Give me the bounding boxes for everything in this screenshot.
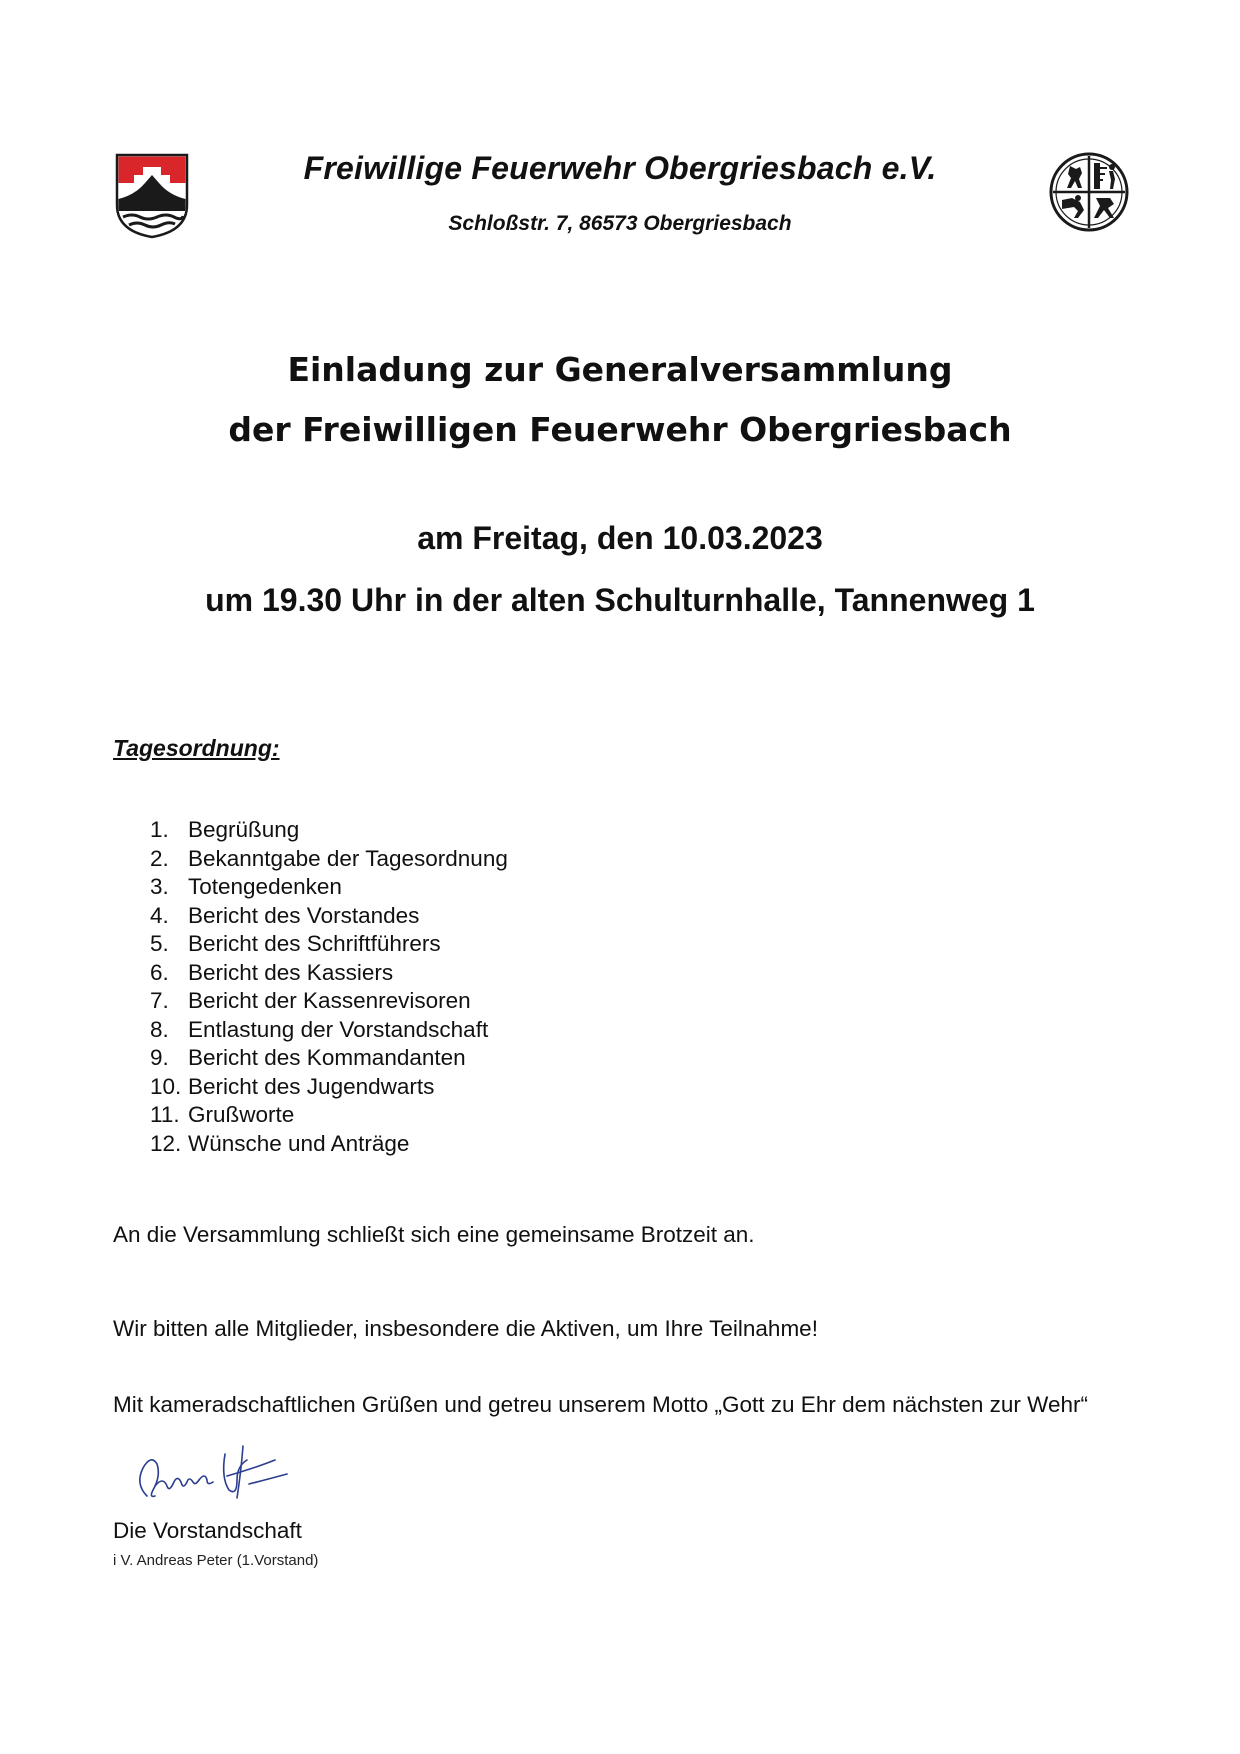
agenda-item-number: 7. <box>150 988 169 1013</box>
agenda-item-number: 1. <box>150 817 169 842</box>
agenda-item <box>150 1073 508 1102</box>
agenda-item <box>150 1016 508 1045</box>
agenda-item <box>150 845 508 874</box>
agenda-item-text: Entlastung der Vorstandschaft <box>188 1016 489 1042</box>
agenda-item-text: Totengedenken <box>188 874 342 899</box>
agenda-item <box>150 1130 508 1159</box>
agenda-item-number: 4. <box>150 902 169 928</box>
agenda-item <box>150 930 508 959</box>
event-date: am Freitag, den 10.03.2023 <box>417 520 823 556</box>
agenda-item-text: Bericht des Kommandanten <box>188 1045 466 1070</box>
agenda-item-number: 11. <box>150 1102 180 1127</box>
agenda-item-number: 8. <box>150 1016 169 1042</box>
organization-name: Freiwillige Feuerwehr Obergriesbach e.V. <box>303 150 937 186</box>
invitation-title-line-1: Einladung zur Generalversammlung <box>287 350 953 389</box>
agenda-item-text: Bericht des Jugendwarts <box>188 1073 435 1099</box>
fire-brigade-emblem-icon <box>1048 150 1130 234</box>
event-time-place: um 19.30 Uhr in der alten Schulturnhalle, Tannenweg 1 <box>205 582 1035 618</box>
agenda-item-number: 10. <box>150 1073 182 1099</box>
agenda-item-number: 6. <box>150 959 169 985</box>
agenda-item-text: Grußworte <box>188 1102 295 1127</box>
agenda-heading: Tagesordnung: <box>113 735 280 761</box>
agenda-item-text: Bericht des Kassiers <box>188 959 394 985</box>
agenda-item <box>150 1044 508 1073</box>
agenda-list <box>150 816 508 1158</box>
agenda-item-text: Bericht der Kassenrevisoren <box>188 988 471 1013</box>
agenda-item-text: Bekanntgabe der Tagesordnung <box>188 845 508 871</box>
invitation-title-line-2: der Freiwilligen Feuerwehr Obergriesbach <box>228 410 1012 449</box>
signer-name: i V. Andreas Peter (1.Vorstand) <box>113 1552 319 1569</box>
agenda-item-number: 9. <box>150 1045 169 1070</box>
agenda-item-text: Bericht des Vorstandes <box>188 902 420 928</box>
agenda-item-number: 3. <box>150 874 169 899</box>
agenda-item <box>150 902 508 931</box>
agenda-item <box>150 987 508 1016</box>
agenda-item-text: Bericht des Schriftführers <box>188 931 441 956</box>
agenda-item-text: Begrüßung <box>188 817 300 842</box>
participation-paragraph: Wir bitten alle Mitglieder, insbesondere die Aktiven, um Ihre Teilnahme! <box>113 1316 818 1341</box>
agenda-item-number: 12. <box>150 1130 182 1156</box>
agenda-item-number: 5. <box>150 931 169 956</box>
agenda-item <box>150 959 508 988</box>
agenda-item-number: 2. <box>150 845 169 871</box>
organization-address: Schloßstr. 7, 86573 Obergriesbach <box>448 212 792 235</box>
signer-group: Die Vorstandschaft <box>113 1518 302 1543</box>
agenda-item <box>150 816 508 845</box>
handwritten-signature-icon <box>125 1424 295 1514</box>
brotzeit-paragraph: An die Versammlung schließt sich eine gemeinsame Brotzeit an. <box>113 1222 755 1247</box>
agenda-item <box>150 1101 508 1130</box>
closing-paragraph: Mit kameradschaftlichen Grüßen und getreu unserem Motto „Gott zu Ehr dem nächsten zur Wehr“ <box>113 1392 1089 1417</box>
agenda-item <box>150 873 508 902</box>
agenda-item-text: Wünsche und Anträge <box>188 1130 410 1156</box>
